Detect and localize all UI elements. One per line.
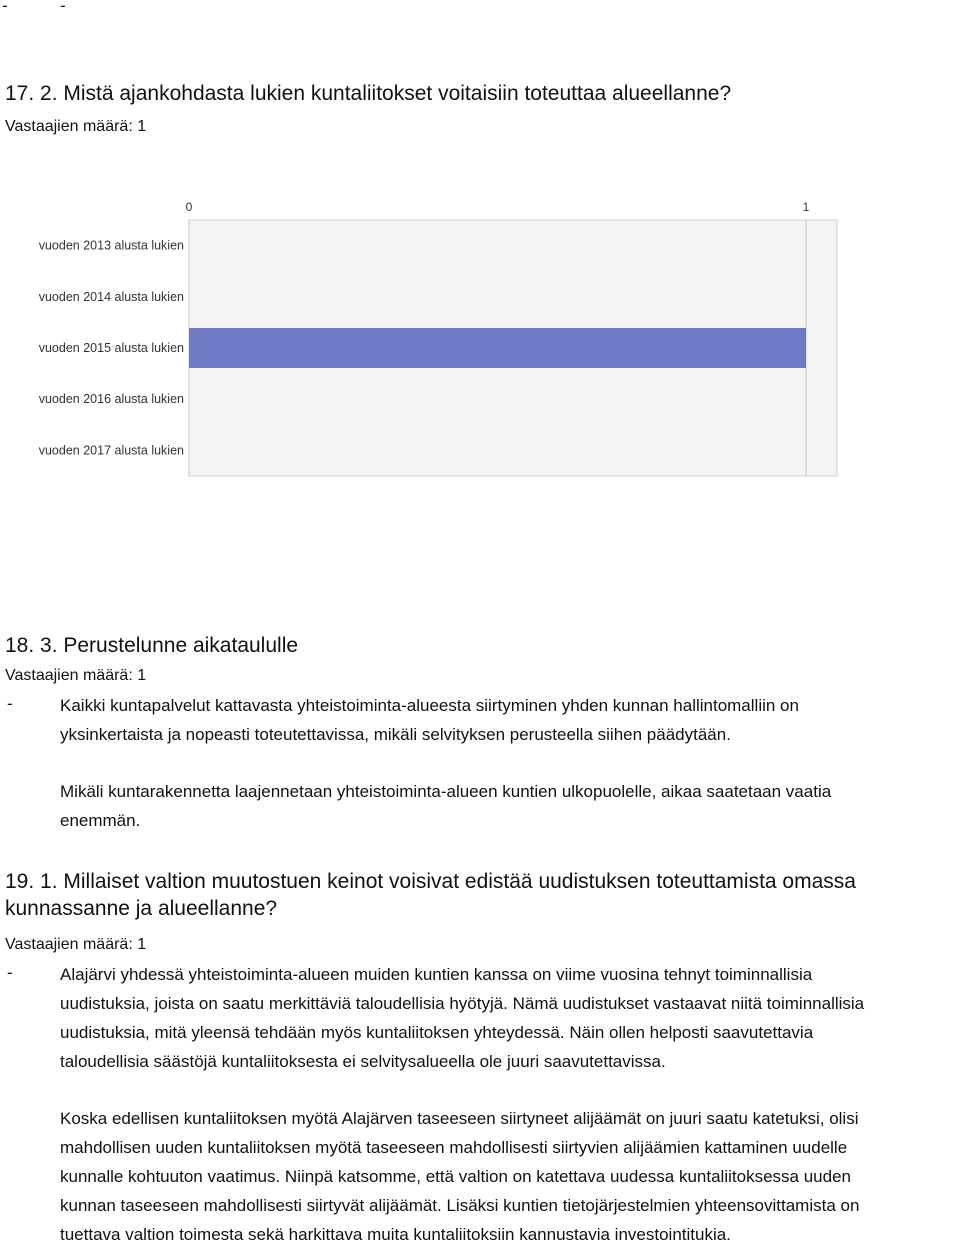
answer-line: kunnalle kohtuuton vaatimus. Niinpä katsomme, että valtion on katettava uudessa kuntaliitoksessa uuden xyxy=(60,1167,851,1186)
answer-line: Koska edellisen kuntaliitoksen myötä Alajärven taseeseen siirtyneet alijäämät on juuri saatu katetuksi, olisi xyxy=(60,1109,859,1128)
question-18-answer-dash: - xyxy=(7,694,13,713)
bar xyxy=(189,328,806,368)
question-19-answer-paragraph-1 xyxy=(60,960,864,1076)
answer-line: uudistuksia, mitä yleensä tehdään myös kuntaliitoksen yhteydessä. Näin ollen helposti saavutettavia xyxy=(60,1023,814,1042)
answer-line: Mikäli kuntarakennetta laajennetaan yhteistoiminta-alueen kuntien ulkopuolelle, aikaa saatetaan vaatia xyxy=(60,782,832,801)
answer-line: enemmän. xyxy=(60,811,141,830)
x-tick-label: 1 xyxy=(802,200,810,214)
question-17-title: 17. 2. Mistä ajankohdasta lukien kuntaliitokset voitaisiin toteuttaa alueellanne? xyxy=(5,82,732,105)
question-19-title xyxy=(5,868,856,922)
answer-line: Alajärvi yhdessä yhteistoiminta-alueen muiden kuntien kanssa on viime vuosina tehnyt toiminnallisia xyxy=(60,965,813,984)
question-19-answer-dash: - xyxy=(7,963,13,982)
answer-line: Kaikki kuntapalvelut kattavasta yhteistoiminta-alueesta siirtyminen yhden kunnan hallintomalliin on xyxy=(60,696,799,715)
question-17-bar-chart xyxy=(0,190,860,490)
question-19-answer-paragraph-2 xyxy=(60,1104,859,1249)
question-17-respondent-count: Vastaajien määrä: 1 xyxy=(5,118,147,135)
category-label: vuoden 2017 alusta lukien xyxy=(38,443,184,458)
answer-line: uudistuksia, joista on saatu merkittäviä taloudellisia hyötyjä. Nämä uudistukset vastaavat niitä toiminnallisia xyxy=(60,994,865,1013)
top-dash-left: - xyxy=(2,0,8,15)
x-tick-label: 0 xyxy=(185,200,193,214)
category-label: vuoden 2015 alusta lukien xyxy=(38,341,184,355)
question-18-title: 18. 3. Perustelunne aikataululle xyxy=(5,634,299,657)
question-18-answer-paragraph-2 xyxy=(60,777,831,835)
question-18-answer-paragraph-1 xyxy=(60,691,799,749)
answer-line: yksinkertaista ja nopeasti toteutettavissa, mikäli selvityksen perusteella siihen päädytään. xyxy=(60,725,731,744)
answer-line: tuettava valtion toimesta sekä harkittava muita kuntaliitoksiin kannustavia investointitukia. xyxy=(60,1225,731,1244)
question-18-respondent-count: Vastaajien määrä: 1 xyxy=(5,667,147,684)
category-label: vuoden 2014 alusta lukien xyxy=(38,289,184,304)
answer-line: taloudellisia säästöjä kuntaliitoksesta ei selvitysalueella ole juuri saavutettavissa. xyxy=(60,1052,666,1071)
category-label: vuoden 2016 alusta lukien xyxy=(38,392,184,407)
answer-line: mahdollisen uuden kuntaliitoksen myötä taseeseen mahdollisesti siirtyvien alijäämien kattaminen uudelle xyxy=(60,1138,848,1157)
answer-line: kunnan taseeseen mahdollisesti siirtyvät alijäämät. Lisäksi kuntien tietojärjestelmien yhteensovittamista on xyxy=(60,1196,860,1215)
category-label: vuoden 2013 alusta lukien xyxy=(38,238,184,253)
question-19-title-line: 19. 1. Millaiset valtion muutostuen keinot voisivat edistää uudistuksen toteuttamista omassa xyxy=(5,870,856,893)
question-19-title-line: kunnassanne ja alueellanne? xyxy=(5,897,278,920)
top-dash-right: - xyxy=(60,0,66,15)
question-19-respondent-count: Vastaajien määrä: 1 xyxy=(5,936,147,953)
